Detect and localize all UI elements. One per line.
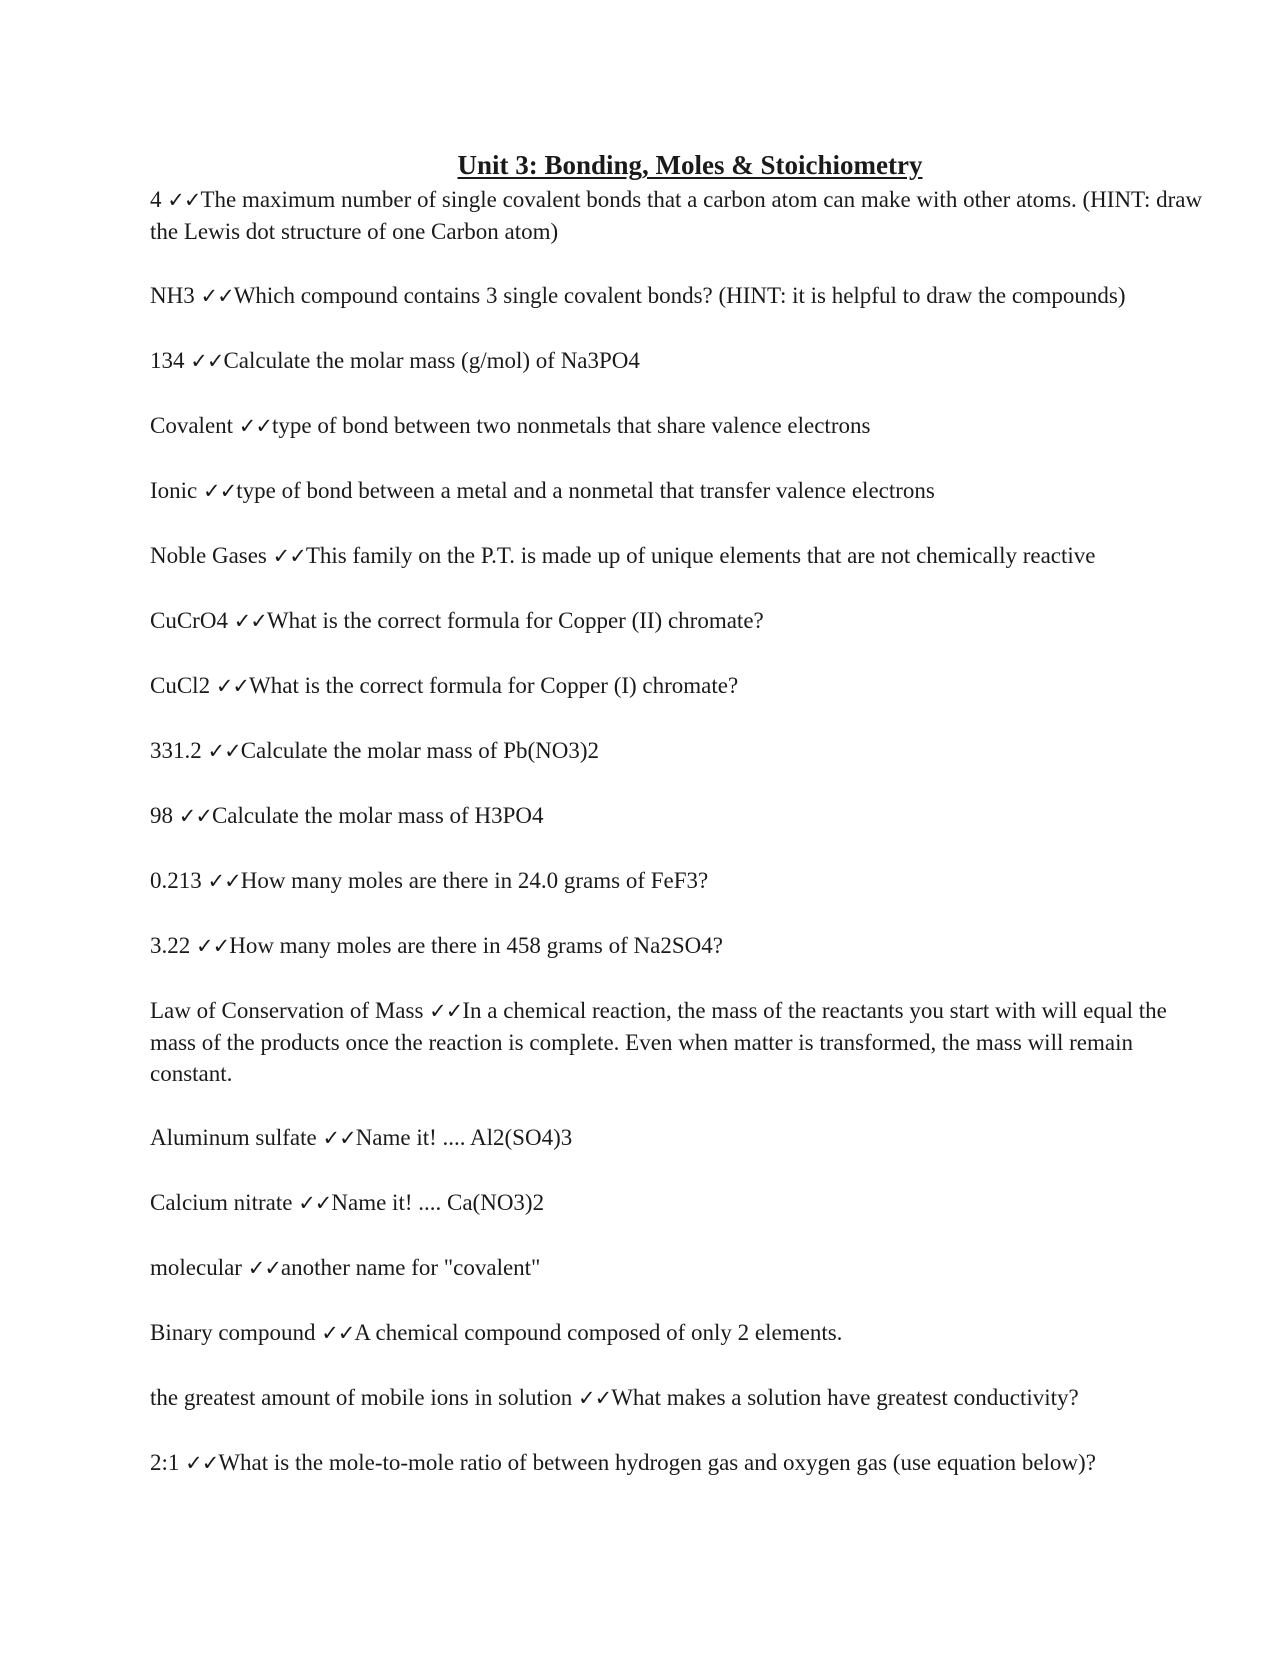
check-icon: ✓✓ — [272, 544, 306, 568]
entry-answer: 2:1 — [150, 1450, 180, 1475]
entry-question: Name it! .... Al2(SO4)3 — [355, 1125, 573, 1150]
check-icon: ✓✓ — [207, 739, 241, 763]
entry-4 — [150, 410, 1210, 442]
entry-7 — [150, 605, 1210, 637]
entry-answer: 134 — [150, 348, 185, 373]
entry-question: another name for "covalent" — [280, 1255, 541, 1280]
entry-question: Which compound contains 3 single covalent bonds? (HINT: it is helpful to draw the compounds) — [233, 283, 1126, 308]
entry-question: This family on the P.T. is made up of unique elements that are not chemically reactive — [305, 543, 1096, 568]
entry-10 — [150, 800, 1210, 832]
check-icon: ✓✓ — [185, 1451, 219, 1475]
entry-6 — [150, 540, 1210, 572]
entry-answer: 331.2 — [150, 738, 202, 763]
entry-19 — [150, 1447, 1210, 1479]
entry-question: What is the correct formula for Copper (II) chromate? — [266, 608, 764, 633]
entry-2 — [150, 280, 1210, 312]
entry-question: type of bond between two nonmetals that share valence electrons — [272, 413, 871, 438]
entry-13 — [150, 995, 1210, 1089]
document-page — [150, 148, 1210, 1479]
entry-18 — [150, 1382, 1210, 1414]
check-icon: ✓✓ — [207, 869, 241, 893]
check-icon: ✓✓ — [178, 804, 212, 828]
check-icon: ✓✓ — [429, 999, 463, 1023]
entry-9 — [150, 735, 1210, 767]
entry-11 — [150, 865, 1210, 897]
entry-question: The maximum number of single covalent bonds that a carbon atom can make with other atoms. (HINT: draw the Lewis dot structure of one Carbon atom) — [150, 187, 1203, 244]
entry-question: In a chemical reaction, the mass of the reactants you start with will equal the mass of the products once the reaction is complete. Even when matter is transformed, the mass will remain constant. — [150, 998, 1167, 1086]
entry-answer: Binary compound — [150, 1320, 316, 1345]
entry-answer: 0.213 — [150, 868, 202, 893]
entry-3 — [150, 345, 1210, 377]
entry-answer: Covalent — [150, 413, 234, 438]
entry-question: How many moles are there in 24.0 grams of FeF3? — [240, 868, 709, 893]
check-icon: ✓✓ — [190, 349, 224, 373]
entry-question: How many moles are there in 458 grams of Na2SO4? — [229, 933, 723, 958]
check-icon: ✓✓ — [298, 1191, 332, 1215]
entry-answer: 98 — [150, 803, 173, 828]
entry-answer: CuCrO4 — [150, 608, 228, 633]
check-icon: ✓✓ — [167, 188, 201, 212]
entry-1 — [150, 184, 1210, 247]
entry-answer: 3.22 — [150, 933, 191, 958]
entry-question: Name it! .... Ca(NO3)2 — [331, 1190, 545, 1215]
entry-12 — [150, 930, 1210, 962]
entry-15 — [150, 1187, 1210, 1219]
check-icon: ✓✓ — [321, 1321, 355, 1345]
entry-answer: Law of Conservation of Mass — [150, 998, 424, 1023]
entry-question: type of bond between a metal and a nonmetal that transfer valence electrons — [236, 478, 935, 503]
entry-list — [150, 184, 1210, 1479]
entry-question: Calculate the molar mass of Pb(NO3)2 — [240, 738, 600, 763]
check-icon: ✓✓ — [215, 674, 250, 698]
entry-answer: CuCl2 — [150, 673, 211, 698]
check-icon: ✓✓ — [578, 1386, 612, 1410]
entry-question: Calculate the molar mass of H3PO4 — [211, 803, 544, 828]
check-icon: ✓✓ — [247, 1256, 281, 1280]
entry-question: A chemical compound composed of only 2 elements. — [354, 1320, 843, 1345]
entry-question: Calculate the molar mass (g/mol) of Na3PO4 — [223, 348, 640, 373]
entry-5 — [150, 475, 1210, 507]
entry-16 — [150, 1252, 1210, 1284]
entry-question: What makes a solution have greatest conductivity? — [611, 1385, 1079, 1410]
entry-question: What is the mole-to-mole ratio of between hydrogen gas and oxygen gas (use equation below)? — [218, 1450, 1096, 1475]
entry-8 — [150, 670, 1210, 702]
entry-answer: Ionic — [150, 478, 198, 503]
page-title: Unit 3: Bonding, Moles & Stoichiometry — [457, 150, 923, 180]
entry-answer: the greatest amount of mobile ions in solution — [150, 1385, 573, 1410]
check-icon: ✓✓ — [322, 1126, 356, 1150]
entry-answer: Calcium nitrate — [150, 1190, 293, 1215]
entry-answer: 4 — [150, 187, 162, 212]
entry-14 — [150, 1122, 1210, 1154]
entry-17 — [150, 1317, 1210, 1349]
entry-answer: Noble Gases — [150, 543, 267, 568]
check-icon: ✓✓ — [196, 934, 230, 958]
check-icon: ✓✓ — [238, 414, 272, 438]
entry-question: What is the correct formula for Copper (I) chromate? — [249, 673, 739, 698]
check-icon: ✓✓ — [203, 479, 237, 503]
entry-answer: NH3 — [150, 283, 195, 308]
check-icon: ✓✓ — [233, 609, 267, 633]
check-icon: ✓✓ — [200, 284, 234, 308]
entry-answer: molecular — [150, 1255, 242, 1280]
entry-answer: Aluminum sulfate — [150, 1125, 317, 1150]
